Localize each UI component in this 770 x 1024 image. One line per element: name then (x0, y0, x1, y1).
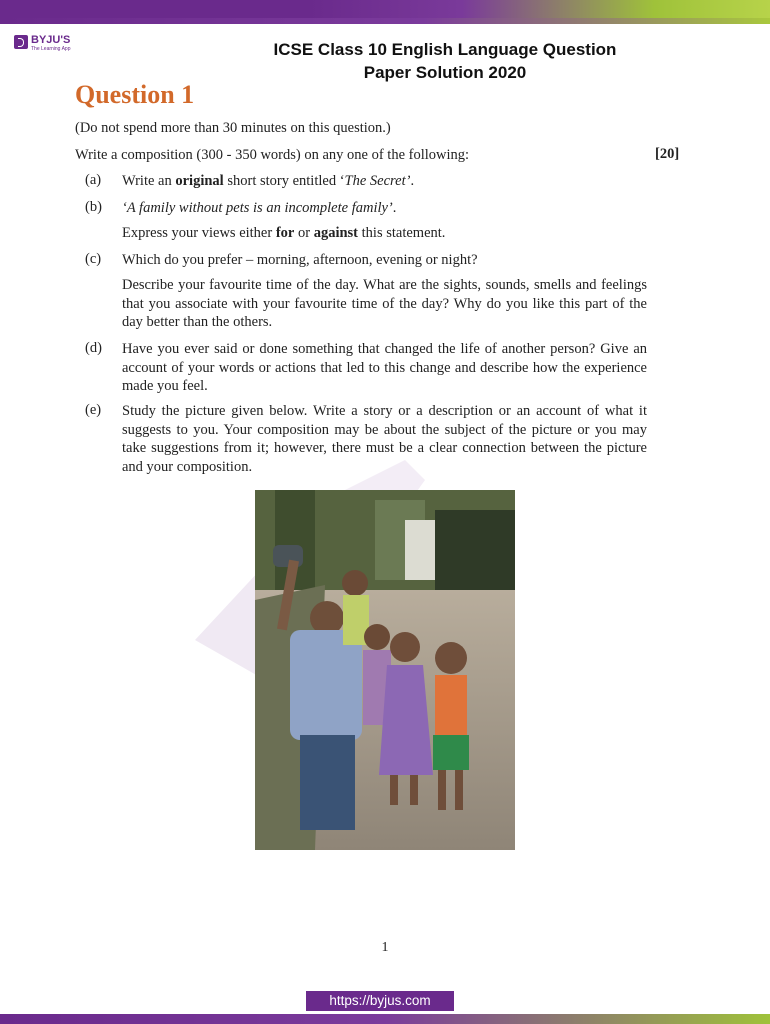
option-d-label: (d) (85, 340, 102, 356)
option-e-label: (e) (85, 402, 102, 418)
children-photo (255, 490, 515, 850)
option-c-paragraph: Describe your favourite time of the day. What are the sights, sounds, smells and feelings that you associate with your favourite time of the day? Why do you like this part of the day better than the others. (122, 277, 647, 330)
logo-tagline: The Learning App (31, 46, 71, 52)
option-d-text: Have you ever said or done something that changed the life of another person? Give an account of your words or actions that led to this change and describe how the experience made you feel. (122, 341, 647, 394)
option-c-text: Which do you prefer – morning, afternoon, evening or night? (122, 252, 478, 268)
document-title-line2: Paper Solution 2020 (363, 63, 527, 82)
option-c-label: (c) (85, 251, 102, 267)
footer-url-link[interactable]: https://byjus.com (306, 991, 454, 1011)
byjus-logo (14, 34, 70, 52)
question-instruction: (Do not spend more than 30 minutes on this question.) (75, 120, 391, 136)
option-b-text: ‘A family without pets is an incomplete family’. (122, 200, 397, 216)
document-title (220, 38, 670, 84)
byjus-logo-icon (14, 35, 28, 49)
top-banner-gap (0, 24, 770, 30)
logo-name: BYJU'S (31, 34, 71, 46)
footer-banner (0, 1014, 770, 1024)
option-b-instruction: Express your views either for or against this statement. (122, 225, 446, 241)
option-a-text: Write an original short story entitled ‘The Secret’. (122, 173, 415, 189)
option-b-label: (b) (85, 199, 102, 215)
page-number: 1 (381, 940, 389, 955)
option-a-label: (a) (85, 172, 102, 188)
marks-badge: [20] (655, 146, 680, 162)
option-e-text: Study the picture given below. Write a story or a description or an account of what it suggests to you. Your composition may be about the subject of the picture or you may take suggestions from it; however, there must be a clear connection between the picture and your composition. (122, 403, 647, 475)
question-title: Question 1 (75, 80, 195, 109)
question-prompt: Write a composition (300 - 350 words) on any one of the following: (75, 147, 470, 163)
document-title-line1: ICSE Class 10 English Language Question (273, 40, 617, 59)
